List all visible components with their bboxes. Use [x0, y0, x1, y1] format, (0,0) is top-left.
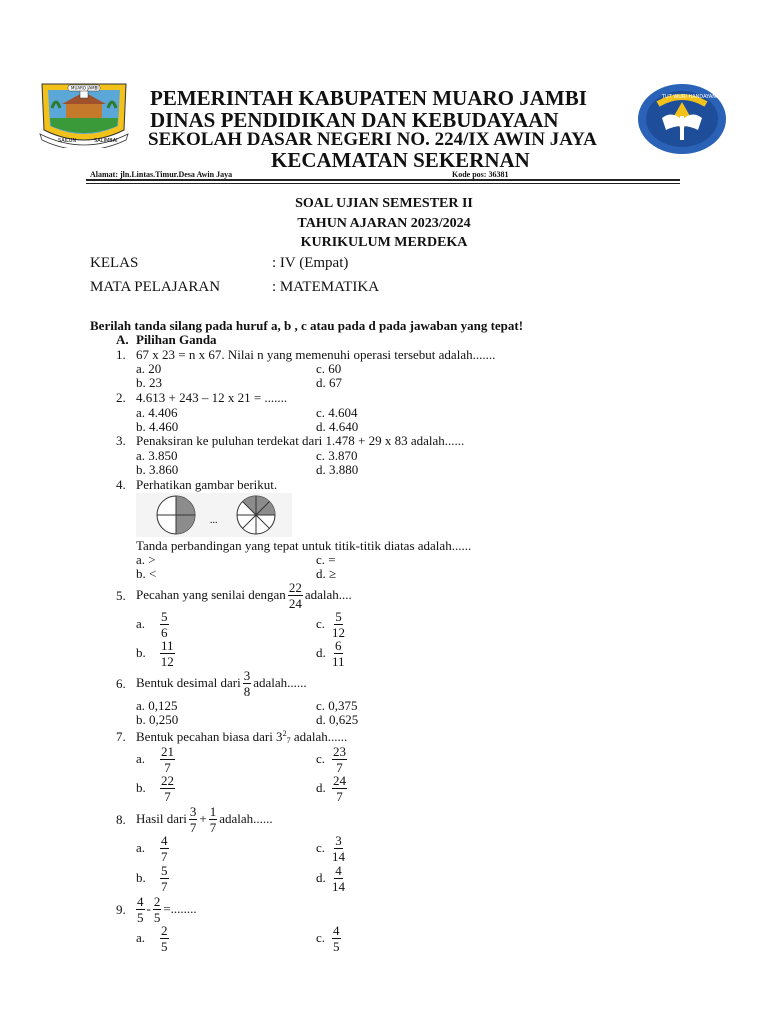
school-address: Alamat: jln.Lintas.Timur.Desa Awin Jaya: [90, 170, 233, 179]
tut-wuri-handayani-logo: [636, 82, 728, 156]
option-b: b. 4.460: [136, 419, 179, 434]
question-number: 9.: [116, 902, 126, 917]
regency-logo: [38, 78, 130, 148]
option-a: a. 3.850: [136, 448, 178, 463]
question-number: 8.: [116, 812, 126, 827]
question-prefix: Pecahan yang senilai dengan: [136, 587, 286, 602]
option-a: a. 4.406: [136, 405, 178, 420]
logo-text-right: SALIMBAI: [94, 138, 118, 144]
section-letter: A.: [116, 332, 129, 347]
exam-title: SOAL UJIAN SEMESTER II: [295, 196, 473, 211]
option-d: d. $\frac{4}{14}$: [316, 862, 345, 894]
question-number: 2.: [116, 390, 126, 405]
option-c: c. $\frac{23}{7}$: [316, 743, 346, 775]
fraction: $\frac{22}{24}$: [288, 579, 302, 611]
option-d: d. $\frac{6}{11}$: [316, 637, 345, 669]
curriculum: KURIKULUM MERDEKA: [300, 235, 468, 250]
option-c: c. 0,375: [316, 698, 358, 713]
option-b: b. 0,250: [136, 712, 179, 727]
option-c: c. $\frac{3}{14}$: [316, 832, 345, 864]
option-b: b. 23: [136, 375, 162, 390]
option-d: d. 3.880: [316, 462, 359, 477]
subject-label: MATA PELAJARAN: [90, 279, 221, 295]
question-text: Bentuk desimal dari $\frac{3}{8}$ adalah......: [136, 667, 307, 699]
header-line-1: PEMERINTAH KABUPATEN MUARO JAMBI: [150, 86, 587, 110]
question-text: $\frac{4}{5}$ - $\frac{2}{5}$ =........: [137, 893, 197, 925]
question-number: 1.: [116, 347, 126, 362]
option-c: c. $\frac{4}{5}$: [316, 922, 340, 954]
option-d: d. 4.640: [316, 419, 359, 434]
logo-motto: TUT WURI HANDAYANI: [662, 94, 718, 100]
option-d: d. 0,625: [316, 712, 359, 727]
question-number: 4.: [116, 477, 126, 492]
instruction: Berilah tanda silang pada huruf a, b , c atau pada d pada jawaban yang tepat!: [90, 318, 524, 333]
option-a: a. $\frac{2}{5}$: [136, 922, 168, 954]
section-title: Pilihan Ganda: [136, 332, 217, 347]
option-c: c. 4.604: [316, 405, 358, 420]
option-b: b. $\frac{11}{12}$: [136, 637, 174, 669]
option-b: b. $\frac{22}{7}$: [136, 772, 174, 804]
option-d: d. 67: [316, 375, 342, 390]
question-text: Penaksiran ke puluhan terdekat dari 1.478 + 29 x 83 adalah......: [136, 433, 465, 448]
option-a: a. 20: [136, 361, 162, 376]
option-c: c. $\frac{5}{12}$: [316, 608, 345, 640]
postal-code: Kode pos: 36381: [452, 170, 509, 179]
question-text: [136, 580, 352, 610]
option-d: d. $\frac{24}{7}$: [316, 772, 346, 804]
option-a: a. >: [136, 552, 156, 567]
option-a: a. $\frac{4}{7}$: [136, 832, 168, 864]
class-value: : IV (Empat): [272, 255, 349, 271]
class-label: KELAS: [90, 255, 139, 271]
option-d: d. ≥: [316, 566, 337, 581]
logo-text-top: MUARO JAMBI: [71, 85, 99, 91]
question-number: 5.: [116, 588, 126, 603]
option-a: a. 0,125: [136, 698, 178, 713]
option-b: b. <: [136, 566, 157, 581]
option-c: c. =: [316, 552, 336, 567]
option-a: a. $\frac{21}{7}$: [136, 743, 174, 775]
header-line-3: SEKOLAH DASAR NEGERI NO. 224/IX AWIN JAYA: [148, 129, 597, 150]
header-rule-thin: [86, 183, 680, 184]
subject-value: : MATEMATIKA: [272, 279, 380, 295]
question-text: Hasil dari $\frac{3}{7}$ + $\frac{1}{7}$ adalah......: [136, 803, 273, 835]
header-line-4: KECAMATAN SEKERNAN: [271, 148, 530, 172]
question-text: 4.613 + 243 – 12 x 21 = .......: [136, 390, 288, 405]
header-rule-thick: [86, 179, 680, 181]
fraction-comparison-figure: [136, 493, 292, 537]
question-number: 6.: [116, 676, 126, 691]
question-number: 7.: [116, 729, 126, 744]
option-b: b. $\frac{5}{7}$: [136, 862, 168, 894]
question-number: 3.: [116, 433, 126, 448]
header-line-2: DINAS PENDIDIKAN DAN KEBUDAYAAN: [150, 108, 559, 132]
question-suffix: adalah....: [304, 587, 352, 602]
comparison-dots: ...: [210, 515, 218, 526]
option-a: a. $\frac{5}{6}$: [136, 608, 168, 640]
option-c: c. 60: [316, 361, 342, 376]
pie-quarters: [157, 496, 195, 534]
question-text: 67 x 23 = n x 67. Nilai n yang memenuhi operasi tersebut adalah.......: [136, 347, 496, 362]
question-text: Bentuk pecahan biasa dari $3^27$ adalah......: [136, 729, 348, 745]
logo-text-left: SAILUN: [58, 138, 77, 144]
option-b: b. 3.860: [136, 462, 179, 477]
option-c: c. 3.870: [316, 448, 358, 463]
question-text-2: Tanda perbandingan yang tepat untuk titik-titik diatas adalah......: [136, 538, 472, 553]
academic-year: TAHUN AJARAN 2023/2024: [297, 216, 471, 231]
question-text: Perhatikan gambar berikut.: [136, 477, 278, 492]
pie-eighths: [237, 496, 275, 534]
